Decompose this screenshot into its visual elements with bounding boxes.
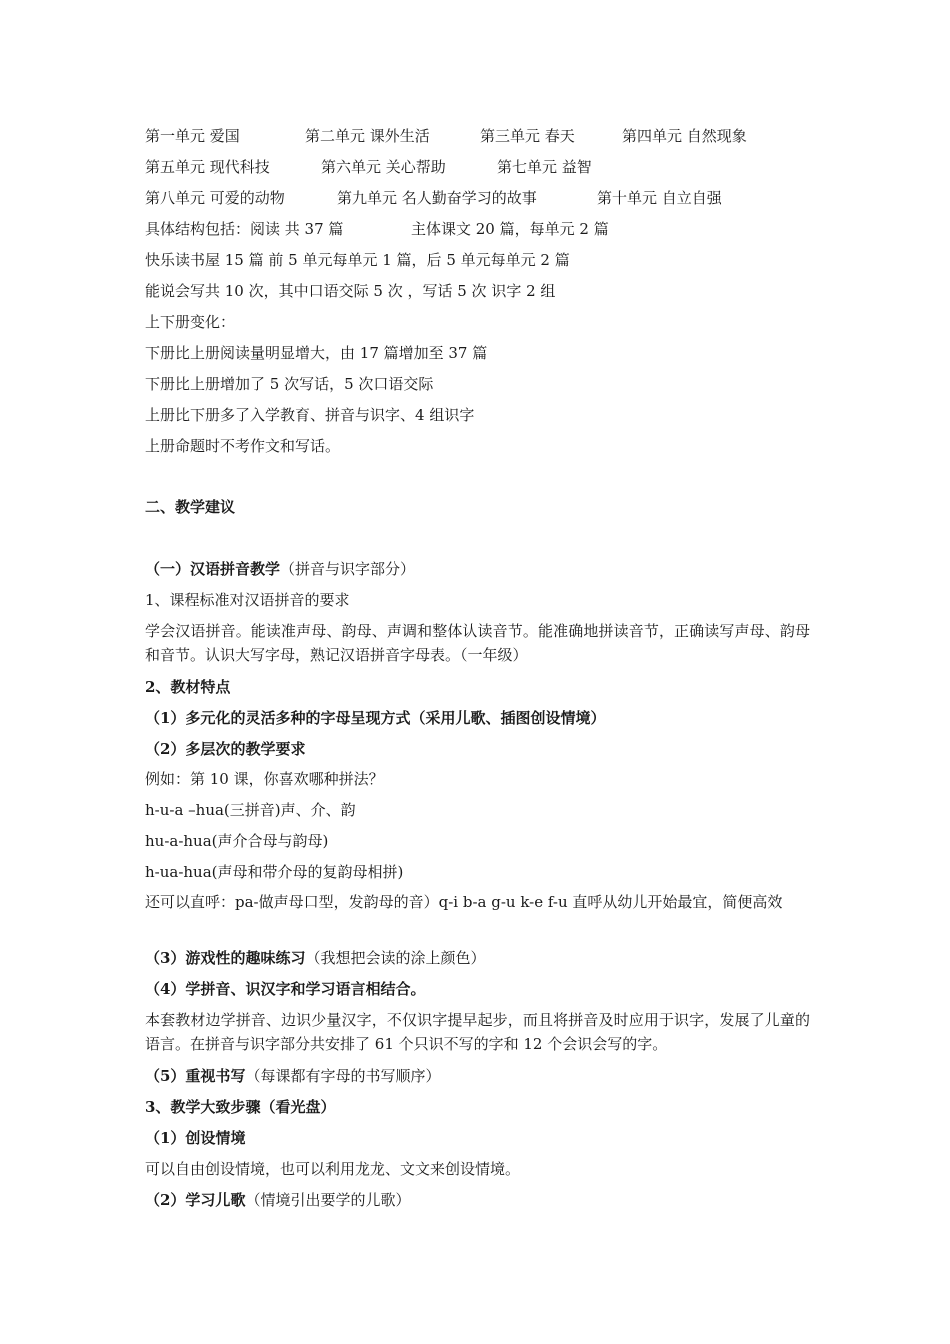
- units-row-2: [145, 157, 592, 177]
- feature-heading: [145, 948, 485, 968]
- happy-reading: 快乐读书屋 15 篇 前 5 单元每单元 1 篇，后 5 单元每单元 2 篇: [145, 251, 570, 269]
- change-item: 上册比下册多了入学教育、拼音与识字、4 组识字: [145, 406, 475, 424]
- unit-5: 第五单元 现代科技: [145, 158, 270, 176]
- unit-6: 第六单元 关心帮助: [321, 158, 446, 176]
- section-heading: 二、教学建议: [145, 498, 236, 516]
- subsection-heading: [145, 559, 415, 579]
- example-line: hu-a-hua(声介合母与韵母): [145, 832, 329, 850]
- structure-reading-main: 主体课文 20 篇，每单元 2 篇: [411, 220, 609, 238]
- unit-4: 第四单元 自然现象: [622, 127, 747, 145]
- step-title: （2）学习儿歌: [145, 1191, 246, 1209]
- unit-3: 第三单元 春天: [480, 127, 575, 145]
- paragraph: 学会汉语拼音。能读准声母、韵母、声调和整体认读音节。能准确地拼读音节，正确读写声母、韵母和音节。认识大写字母，熟记汉语拼音字母表。（一年级）: [145, 622, 810, 664]
- item-heading: 1、课程标准对汉语拼音的要求: [145, 591, 350, 609]
- unit-2: 第二单元 课外生活: [305, 127, 430, 145]
- example-line: h-ua-hua(声母和带介母的复韵母相拼): [145, 863, 404, 881]
- step-note: （情境引出要学的儿歌）: [245, 1191, 411, 1209]
- change-item: 上册命题时不考作文和写话。: [145, 437, 341, 455]
- example-line: h-u-a –hua(三拼音)声、介、韵: [145, 801, 356, 819]
- units-row-1: [145, 126, 747, 146]
- subsection-note: （拼音与识字部分）: [280, 560, 416, 578]
- step-heading: （1）创设情境: [145, 1129, 246, 1147]
- changes-title: 上下册变化：: [145, 313, 236, 331]
- feature-heading: （2）多层次的教学要求: [145, 740, 306, 758]
- step-heading: [145, 1190, 410, 1210]
- structure-reading-total: 具体结构包括：阅读 共 37 篇: [145, 220, 344, 238]
- unit-10: 第十单元 自立自强: [597, 189, 722, 207]
- change-item: 下册比上册增加了 5 次写话，5 次口语交际: [145, 375, 434, 393]
- units-row-3: [145, 188, 722, 208]
- unit-7: 第七单元 益智: [497, 158, 592, 176]
- paragraph: 可以自由创设情境，也可以利用龙龙、文文来创设情境。: [145, 1160, 521, 1178]
- feature-title: （3）游戏性的趣味练习: [145, 949, 306, 967]
- feature-heading: （4）学拼音、识汉字和学习语言相结合。: [145, 980, 426, 998]
- paragraph: 还可以直呼：pa-做声母口型，发韵母的音）q-i b-a g-u k-e f-u 直呼从幼儿开始最宜，简便高效: [145, 893, 783, 911]
- example-line: 例如：第 10 课，你喜欢哪种拼法？: [145, 770, 384, 788]
- structure-reading: [145, 219, 609, 239]
- feature-title: （5）重视书写: [145, 1067, 246, 1085]
- item-heading: 3、教学大致步骤（看光盘）: [145, 1098, 336, 1116]
- feature-note: （我想把会读的涂上颜色）: [305, 949, 486, 967]
- unit-8: 第八单元 可爱的动物: [145, 189, 285, 207]
- feature-note: （每课都有字母的书写顺序）: [245, 1067, 441, 1085]
- unit-1: 第一单元 爱国: [145, 127, 240, 145]
- speak-write: 能说会写共 10 次，其中口语交际 5 次 ，写话 5 次 识字 2 组: [145, 282, 556, 300]
- change-item: 下册比上册阅读量明显增大，由 17 篇增加至 37 篇: [145, 344, 488, 362]
- feature-heading: [145, 1066, 440, 1086]
- unit-9: 第九单元 名人勤奋学习的故事: [337, 189, 537, 207]
- subsection-title: （一）汉语拼音教学: [145, 560, 281, 578]
- item-heading: 2、教材特点: [145, 678, 231, 696]
- paragraph: 本套教材边学拼音、边识少量汉字，不仅识字提早起步，而且将拼音及时应用于识字，发展了儿童的语言。在拼音与识字部分共安排了 61 个只识不写的字和 12 个会识会写的字。: [145, 1011, 810, 1053]
- feature-heading: （1）多元化的灵活多种的字母呈现方式（采用儿歌、插图创设情境）: [145, 709, 606, 727]
